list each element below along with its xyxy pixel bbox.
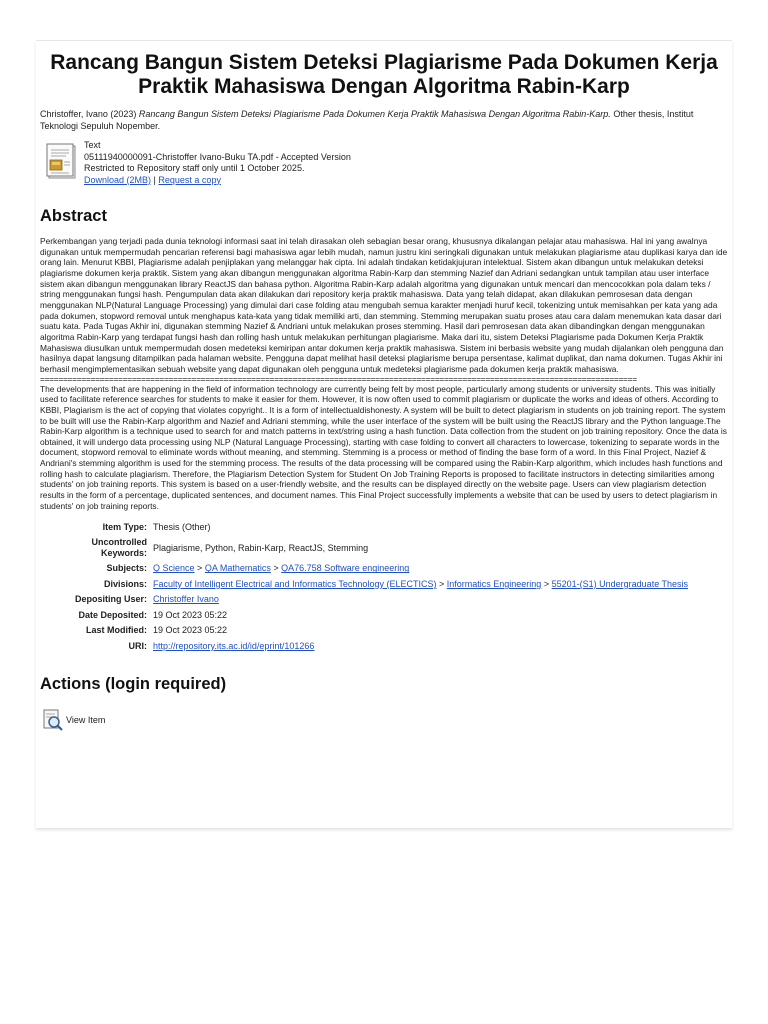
- eprint-content: [36, 51, 732, 732]
- meta-value: [150, 638, 720, 654]
- meta-label: Uncontrolled Keywords:: [91, 537, 147, 558]
- meta-row-last-modified: [46, 623, 720, 639]
- abstract: [40, 236, 728, 511]
- abstract-english: The developments that are happening in the field of information technology are currently being felt by most people, particularly among students or university students. This was initially used to facilitate reference searches for students to make it easier for them. However, it is now often used to commit plagiarism or duplicate the works and ideas of others. According to KBBI, Plagiarism is the act of copying that violates copyright.. It is a form of intellectualdishonesty. A system will be built to detect plagiarism in students on job training report. The system to be built will use the Rabin-Karp algorithm and Nazief and Adriani stemming, while the user interface of the system will be built using the ReactJS library and the Python language.The Rabin-Karp algorithm is a technique used to search for and match patterns in text/string using a hash function. Data collection from the student on job training repository. Once the data is obtained, it will undergo data processing using NLP (Natural Language Processing), starting with case folding to convert all characters to lowercase, tokenizing to separate words in the document, stopword removal to eliminate words without meaning, and stemming. Stemming is a process or method of finding the base form of a word. In this Final Project, Nazief & Andriani's stemming algorithm is used for the stemming process. The results of the data processing will be compared using the Rabin-Karp algorithm, which includes hash functions and rolling hash to calculate plagiarism. Therefore, the Plagiarism Detection System for Student On Job Training Reports is proposed to facilitate instructors in detecting similarities among students' on job training reports. This system is based on a user-friendly website, and the results can be displayed directly on the website page. Users can view plagiarism detection results in the form of a percentage, duplicated sentences, and document names. This Final Project successfully implements a website that can be used by users to detect plagiarism in students' on job training reports.: [40, 383, 727, 511]
- document-links: [84, 175, 351, 187]
- breadcrumb-arrow: >: [197, 563, 203, 574]
- document-type: Text: [84, 140, 101, 150]
- meta-row-divisions: [46, 576, 720, 592]
- view-item-magnifier-icon[interactable]: [42, 708, 64, 732]
- meta-label: Last Modified:: [86, 625, 147, 636]
- meta-value: [150, 561, 720, 577]
- view-item-button[interactable]: View Item: [66, 714, 106, 725]
- subject-link[interactable]: Q Science: [153, 563, 195, 574]
- meta-row-subjects: [46, 561, 720, 577]
- abstract-separator: ==================================================================================================================================: [40, 374, 637, 384]
- meta-value: [150, 592, 720, 608]
- meta-value: 19 Oct 2023 05:22: [153, 609, 228, 620]
- division-link[interactable]: 55201-(S1) Undergraduate Thesis: [551, 578, 689, 589]
- request-copy-link[interactable]: Request a copy: [158, 174, 221, 185]
- actions-heading: Actions (login required): [40, 674, 227, 693]
- meta-row-item-type: [46, 519, 720, 535]
- document-info: [84, 140, 351, 186]
- download-link[interactable]: Download (2MB): [84, 174, 152, 185]
- citation-suffix: Other thesis, Institut Teknologi Sepuluh Nopember.: [40, 109, 694, 131]
- link-separator: |: [153, 174, 156, 185]
- meta-row-uri: [46, 638, 720, 654]
- citation-authors: Christoffer, Ivano (2023): [40, 109, 137, 119]
- breadcrumb-arrow: >: [438, 578, 445, 589]
- uri-link[interactable]: http://repository.its.ac.id/id/eprint/101266: [153, 640, 315, 651]
- citation-title: Rancang Bangun Sistem Deteksi Plagiarisme Pada Dokumen Kerja Praktik Mahasiswa Dengan Algoritma Rabin-Karp.: [138, 109, 611, 119]
- document-filename: 05111940000091-Christoffer Ivano-Buku TA.pdf - Accepted Version: [84, 151, 351, 162]
- meta-value: [150, 576, 720, 592]
- breadcrumb-arrow: >: [543, 578, 550, 589]
- meta-label: Date Deposited:: [78, 609, 147, 620]
- pdf-document-icon[interactable]: [46, 142, 80, 180]
- actions-bar: [42, 708, 728, 732]
- depositing-user-link[interactable]: Christoffer Ivano: [153, 594, 219, 605]
- breadcrumb-arrow: >: [273, 563, 279, 574]
- meta-row-date-deposited: [46, 607, 720, 623]
- meta-value: Thesis (Other): [153, 521, 211, 532]
- meta-row-keywords: [46, 535, 720, 561]
- meta-label: Subjects:: [106, 563, 147, 574]
- document-restriction: Restricted to Repository staff only until 1 October 2025.: [84, 163, 305, 173]
- abstract-heading: Abstract: [40, 207, 107, 225]
- subject-link[interactable]: QA Mathematics: [204, 563, 271, 574]
- meta-label: Depositing User:: [74, 594, 147, 605]
- abstract-indonesian: Perkembangan yang terjadi pada dunia teknologi informasi saat ini telah dirasakan oleh sebagian besar orang, khususnya dikalangan pelajar atau mahasiswa. Hal ini yang awalnya digunakan untuk mempermudah pencarian referensi bagi mahasiswa agar lebih mudah, namun justru kini seringkali digunakan untuk melakukan plagiarisme atau duplikasi karya dan ide orang lain. Menurut KBBI, Plagiarisme adalah penjiplakan yang melanggar hak cipta. Ini adalah tindakan ketidakjujuran intelektual. Sistem akan dibangun untuk melakukan deteksi plagiarisme dokumen kerja praktik. Sistem yang akan dibangun menggunakan algoritma Rabin-Karp dan stemming Nazief dan Adriani sedangkan untuk tampilan atau user interface sistem akan dibangun menggunakan library ReactJS dan bahasa python. Algoritma Rabin-Karp adalah algoritma yang digunakan untuk mencari dan mencocokkan pola dalam teks / string menggunakan fungsi hash. Pengumpulan data akan dilakukan dari repository kerja praktik mahasiswa. Data yang telah didapat, akan dilakukan pemrosesan data dengan menggunakan NLP(Natural Language Processing) yang dimulai dari case folding atau mengubah semua karakter menjadi huruf kecil, tokenizing untuk memisahkan per kata yang ada pada dokumen, stopword removal untuk menghapus kata-kata yang tidak memiliki arti, dan stemming. Stemming merupakan suatu proses atau cara dalam menemukan kata dasar dari suatu kata. Pada Tugas Akhir ini, digunakan stemming Nazief & Andriani untuk melakukan proses stemming. Hasil dari pemrosesan data akan dibandingkan dengan menggunakan algoritma Rabin-Karp yang terdapat fungsi hash dan rolling hash untuk melakukan perhitungan plagiarisme. Maka dari itu, sistem Deteksi Plagiarisme pada Dokumen Kerja Praktik Mahasiswa diusulkan untuk mempermudah dosen medeteksi kemiripan antar dokumen kerja praktik mahasiswa. Sistem ini berbasis website yang mudah dijalankan oleh pengguna dan hasilnya dapat langsung ditampilkan pada halaman website. Pengguna dapat melihat hasil deteksi plagiarisme berupa persentase, kalimat duplikat, dan nama dokumen. Tugas Akhir ini berhasil mengimplementasikan sebuah website yang dapat digunakan oleh pengguna untuk medeteksi plagiarisme pada dokumen kerja praktik mahasiswa.: [40, 236, 728, 374]
- meta-label: URI:: [128, 640, 147, 651]
- meta-label: Item Type:: [102, 521, 147, 532]
- meta-row-depositing-user: [46, 592, 720, 608]
- page-title: Rancang Bangun Sistem Deteksi Plagiarisme Pada Dokumen Kerja Praktik Mahasiswa Dengan Algoritma Rabin-Karp: [50, 51, 718, 98]
- citation: [40, 109, 728, 132]
- eprint-page: [36, 40, 732, 828]
- meta-value: Plagiarisme, Python, Rabin-Karp, ReactJS, Stemming: [153, 542, 369, 553]
- subject-link[interactable]: QA76.758 Software engineering: [281, 563, 410, 574]
- division-link[interactable]: Informatics Engineering: [446, 578, 542, 589]
- document-block: [40, 140, 728, 186]
- meta-label: Divisions:: [103, 578, 147, 589]
- meta-value: 19 Oct 2023 05:22: [153, 625, 228, 636]
- division-link[interactable]: Faculty of Intelligent Electrical and Informatics Technology (ELECTICS): [153, 578, 437, 589]
- metadata-table: [46, 519, 720, 654]
